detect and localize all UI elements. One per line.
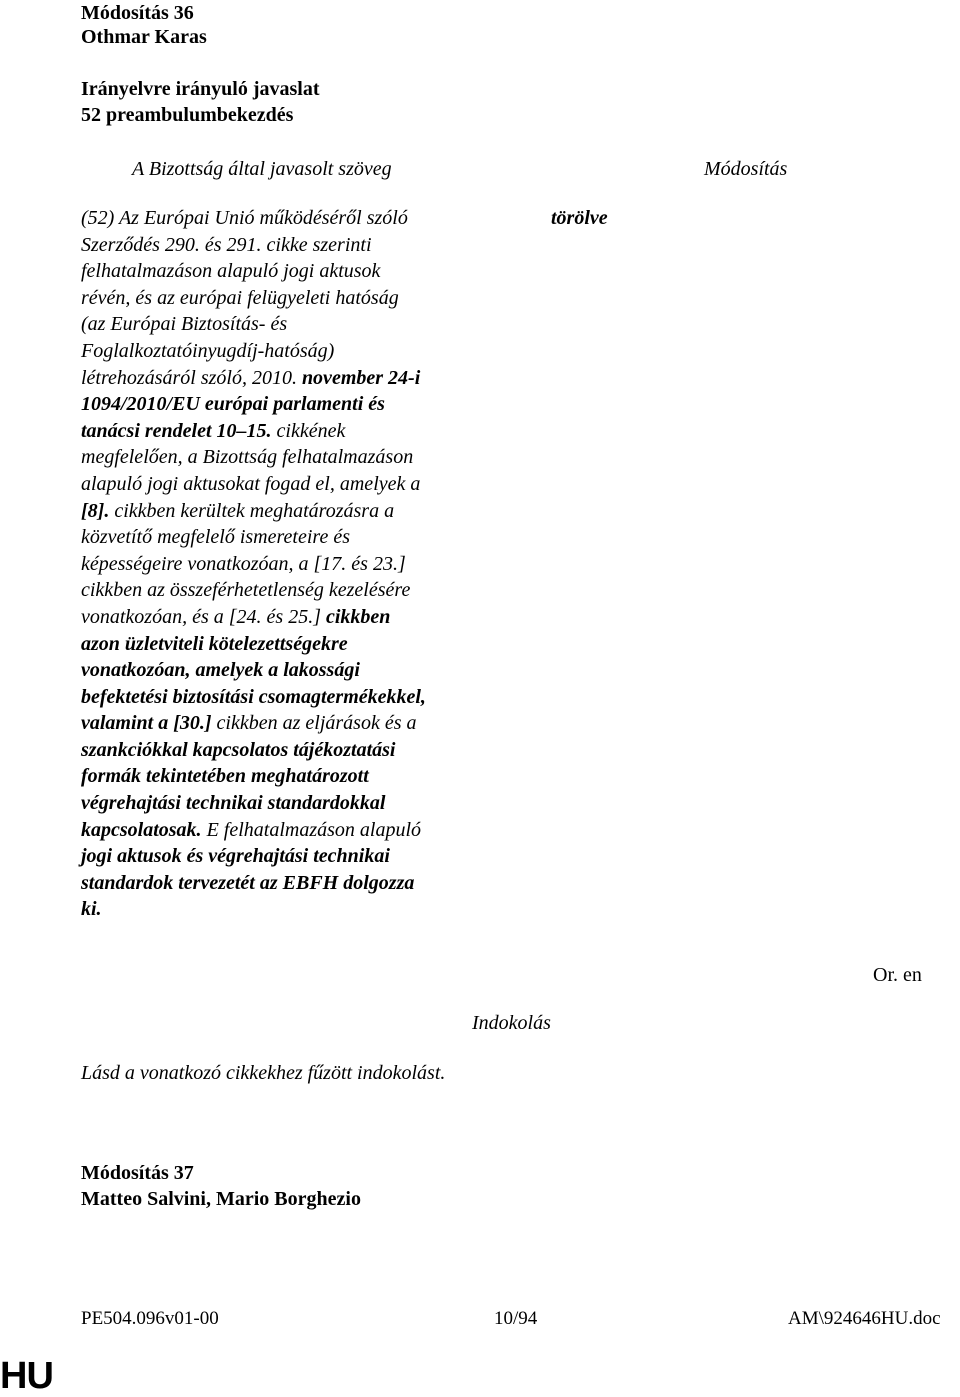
commission-text-line	[81, 444, 426, 471]
commission-text-segment: alapuló jogi aktusokat fogad el, amelyek a	[81, 472, 421, 495]
amendment-37-title: Módosítás 37	[81, 1162, 194, 1184]
commission-text-segment: cikkben az eljárások és a	[216, 712, 417, 735]
commission-text-line	[81, 285, 426, 312]
commission-text-segment: révén, és az európai felügyeleti hatóság	[81, 286, 399, 309]
commission-text-line	[81, 843, 426, 870]
commission-text-block	[81, 205, 426, 923]
footer-file-name: AM\924646HU.doc	[788, 1308, 941, 1329]
commission-text-segment: befektetési biztosítási csomagtermékekkel,	[81, 685, 426, 708]
commission-text-segment: cikkének	[276, 419, 346, 442]
commission-text-line	[81, 471, 426, 498]
commission-text-line	[81, 763, 426, 790]
commission-text-line	[81, 710, 426, 737]
commission-text-segment: végrehajtási technikai standardokkal	[81, 792, 386, 815]
footer-doc-reference: PE504.096v01-00	[81, 1308, 219, 1329]
commission-text-segment: cikkben	[325, 605, 391, 628]
commission-text-line	[81, 391, 426, 418]
commission-text-line	[81, 205, 426, 232]
commission-text-segment: létrehozásáról szóló, 2010.	[81, 366, 302, 389]
commission-text-line	[81, 684, 426, 711]
commission-text-line	[81, 604, 426, 631]
commission-text-line	[81, 311, 426, 338]
deleted-label: törölve	[551, 207, 608, 229]
commission-text-segment: Foglalkoztatóinyugdíj-hatóság)	[81, 339, 335, 362]
commission-text-line	[81, 365, 426, 392]
commission-text-line	[81, 338, 426, 365]
commission-text-segment: cikkben az összeférhetetlenség kezelésére	[81, 579, 411, 602]
commission-text-segment: tanácsi rendelet 10–15.	[81, 419, 277, 442]
commission-text-segment: vonatkozóan, amelyek a lakossági	[81, 659, 360, 682]
commission-text-segment: ki.	[81, 898, 102, 921]
commission-text-line	[81, 498, 426, 525]
commission-text-line	[81, 232, 426, 259]
commission-text-segment: E felhatalmazáson alapuló	[206, 818, 422, 841]
commission-text-segment: cikkben kerültek meghatározásra a	[114, 499, 395, 522]
commission-text-segment: [8].	[81, 499, 115, 522]
commission-text-segment: megfelelően, a Bizottság felhatalmazáson	[81, 446, 414, 469]
commission-text-segment: Szerződés 290. és 291. cikke szerinti	[81, 233, 372, 256]
amendment-37-authors: Matteo Salvini, Mario Borghezio	[81, 1188, 361, 1210]
footer-page-number: 10/94	[494, 1308, 538, 1329]
commission-text-line	[81, 737, 426, 764]
commission-text-line	[81, 524, 426, 551]
commission-text-line	[81, 790, 426, 817]
commission-text-segment: szankciókkal kapcsolatos tájékoztatási	[81, 738, 396, 761]
commission-text-segment: vonatkozóan, és a [24. és 25.]	[81, 605, 326, 628]
commission-text-line	[81, 577, 426, 604]
commission-text-segment: felhatalmazáson alapuló jogi aktusok	[81, 260, 381, 283]
language-code-badge: HU	[0, 1355, 53, 1397]
commission-text-segment: (az Európai Biztosítás- és	[81, 313, 288, 336]
commission-text-line	[81, 631, 426, 658]
commission-text-segment: valamint a [30.]	[81, 712, 217, 735]
commission-text-line	[81, 418, 426, 445]
column-header-commission-text: A Bizottság által javasolt szöveg	[132, 158, 392, 180]
recital-reference: 52 preambulumbekezdés	[81, 104, 294, 126]
justification-text: Lásd a vonatkozó cikkekhez fűzött indokolást.	[81, 1062, 446, 1084]
amendment-36-author: Othmar Karas	[81, 26, 207, 48]
commission-text-segment: kapcsolatosak.	[81, 818, 207, 841]
original-language: Or. en	[873, 964, 922, 986]
commission-text-segment: formák tekintetében meghatározott	[81, 765, 369, 788]
commission-text-line	[81, 258, 426, 285]
commission-text-line	[81, 657, 426, 684]
justification-heading: Indokolás	[472, 1012, 551, 1034]
commission-text-segment: közvetítő megfelelő ismereteire és	[81, 526, 350, 549]
commission-text-line	[81, 896, 426, 923]
commission-text-segment: 1094/2010/EU európai parlamenti és	[81, 393, 385, 416]
column-header-amendment: Módosítás	[704, 158, 788, 180]
commission-text-segment: jogi aktusok és végrehajtási technikai	[81, 845, 390, 868]
commission-text-segment: november 24-i	[301, 366, 421, 389]
commission-text-segment: (52) Az Európai Unió működéséről szóló	[81, 207, 408, 229]
proposal-type: Irányelvre irányuló javaslat	[81, 78, 320, 100]
amendment-36-title: Módosítás 36	[81, 2, 194, 24]
commission-text-line	[81, 551, 426, 578]
commission-text-line	[81, 870, 426, 897]
commission-text-segment: azon üzletviteli kötelezettségekre	[81, 632, 348, 655]
commission-text-segment: standardok tervezetét az EBFH dolgozza	[81, 871, 415, 894]
commission-text-line	[81, 817, 426, 844]
commission-text-segment: képességeire vonatkozóan, a [17. és 23.]	[81, 552, 406, 575]
